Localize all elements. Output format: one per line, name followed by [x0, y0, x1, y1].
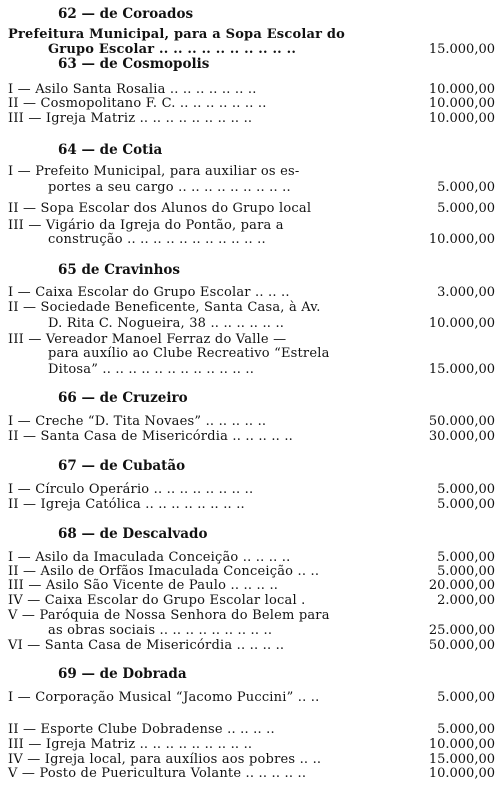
entry-amount: 10.000,00	[428, 111, 495, 126]
entry-amount: 5.000,00	[437, 497, 495, 512]
entry-amount: 30.000,00	[428, 429, 495, 444]
entry-amount: 10.000,00	[428, 232, 495, 247]
entry-amount: 15.000,00	[428, 752, 495, 767]
entry-amount: 5.000,00	[437, 722, 495, 737]
entry-amount: 15.000,00	[428, 362, 495, 377]
entry-amount: 10.000,00	[428, 737, 495, 752]
entry-line: II — Igreja Católica .. .. .. .. .. .. .. ..	[8, 497, 245, 512]
entry-amount: 15.000,00	[428, 42, 495, 57]
section-header: 65 de Cravinhos	[58, 262, 181, 278]
entry-line: IV — Caixa Escolar do Grupo Escolar local .	[8, 593, 306, 608]
entry-line: IV — Igreja local, para auxílios aos pobres .. ..	[8, 752, 322, 767]
entry-line: I — Creche “D. Tita Novaes” .. .. .. .. ..	[8, 414, 267, 429]
entry-line: as obras sociais .. .. .. .. .. .. .. .. ..	[48, 623, 273, 638]
entry-line: I — Asilo Santa Rosalia .. .. .. .. .. .. ..	[8, 82, 257, 97]
entry-line: construção .. .. .. .. .. .. .. .. .. .. ..	[48, 232, 266, 247]
entry-line: Ditosa” .. .. .. .. .. .. .. .. .. .. .. ..	[48, 362, 255, 377]
section-header: 64 — de Cotia	[58, 142, 163, 158]
entry-amount: 5.000,00	[437, 564, 495, 579]
section-header: 69 — de Dobrada	[58, 666, 187, 682]
entry-line: Prefeitura Municipal, para a Sopa Escolar do	[8, 27, 346, 42]
entry-amount: 10.000,00	[428, 316, 495, 331]
entry-line: portes a seu cargo .. .. .. .. .. .. .. .. ..	[48, 180, 291, 195]
entry-amount: 5.000,00	[437, 550, 495, 565]
entry-amount: 20.000,00	[428, 578, 495, 593]
entry-line: III — Vereador Manoel Ferraz do Valle —	[8, 332, 287, 347]
entry-amount: 5.000,00	[437, 201, 495, 216]
section-header: 68 — de Descalvado	[58, 526, 208, 542]
section-header: 66 — de Cruzeiro	[58, 390, 188, 406]
entry-line: D. Rita C. Nogueira, 38 .. .. .. .. .. ..	[48, 316, 285, 331]
entry-line: II — Asilo de Orfãos Imaculada Conceição .. ..	[8, 564, 320, 579]
entry-line: I — Prefeito Municipal, para auxiliar os es-	[8, 164, 300, 179]
entry-line: V — Paróquia de Nossa Senhora do Belem para	[8, 608, 330, 623]
entry-line: III — Igreja Matriz .. .. .. .. .. .. .. .. ..	[8, 737, 253, 752]
entry-line: III — Igreja Matriz .. .. .. .. .. .. .. .. ..	[8, 111, 253, 126]
entry-line: Grupo Escolar .. .. .. .. .. .. .. .. .. ..	[48, 42, 297, 57]
entry-amount: 5.000,00	[437, 482, 495, 497]
entry-amount: 5.000,00	[437, 180, 495, 195]
entry-amount: 50.000,00	[428, 414, 495, 429]
section-header: 67 — de Cubatão	[58, 458, 186, 474]
entry-line: VI — Santa Casa de Misericórdia .. .. .. ..	[8, 638, 285, 653]
section-header: 63 — de Cosmopolis	[58, 56, 210, 72]
section-header: 62 — de Coroados	[58, 6, 194, 22]
entry-line: III — Asilo São Vicente de Paulo .. .. .. ..	[8, 578, 279, 593]
entry-line: II — Santa Casa de Misericórdia .. .. .. .. ..	[8, 429, 294, 444]
entry-line: II — Sociedade Beneficente, Santa Casa, à Av.	[8, 300, 321, 315]
entry-line: III — Vigário da Igreja do Pontão, para a	[8, 218, 284, 233]
entry-amount: 10.000,00	[428, 96, 495, 111]
entry-amount: 3.000,00	[437, 285, 495, 300]
entry-line: I — Asilo da Imaculada Conceição .. .. .. ..	[8, 550, 291, 565]
entry-line: II — Sopa Escolar dos Alunos do Grupo local	[8, 201, 312, 216]
entry-line: V — Posto de Puericultura Volante .. .. .. .. ..	[8, 766, 307, 781]
entry-line: I — Corporação Musical “Jacomo Puccini” .. ..	[8, 690, 320, 705]
entry-amount: 2.000,00	[437, 593, 495, 608]
entry-amount: 50.000,00	[428, 638, 495, 653]
entry-amount: 5.000,00	[437, 690, 495, 705]
entry-line: para auxílio ao Clube Recreativo “Estrela	[48, 346, 330, 361]
entry-line: I — Caixa Escolar do Grupo Escolar .. .. ..	[8, 285, 290, 300]
entry-amount: 10.000,00	[428, 82, 495, 97]
entry-amount: 25.000,00	[428, 623, 495, 638]
entry-line: II — Cosmopolitano F. C. .. .. .. .. .. .. ..	[8, 96, 267, 111]
entry-amount: 10.000,00	[428, 766, 495, 781]
entry-line: II — Esporte Clube Dobradense .. .. .. ..	[8, 722, 275, 737]
entry-line: I — Círculo Operário .. .. .. .. .. .. .. ..	[8, 482, 254, 497]
